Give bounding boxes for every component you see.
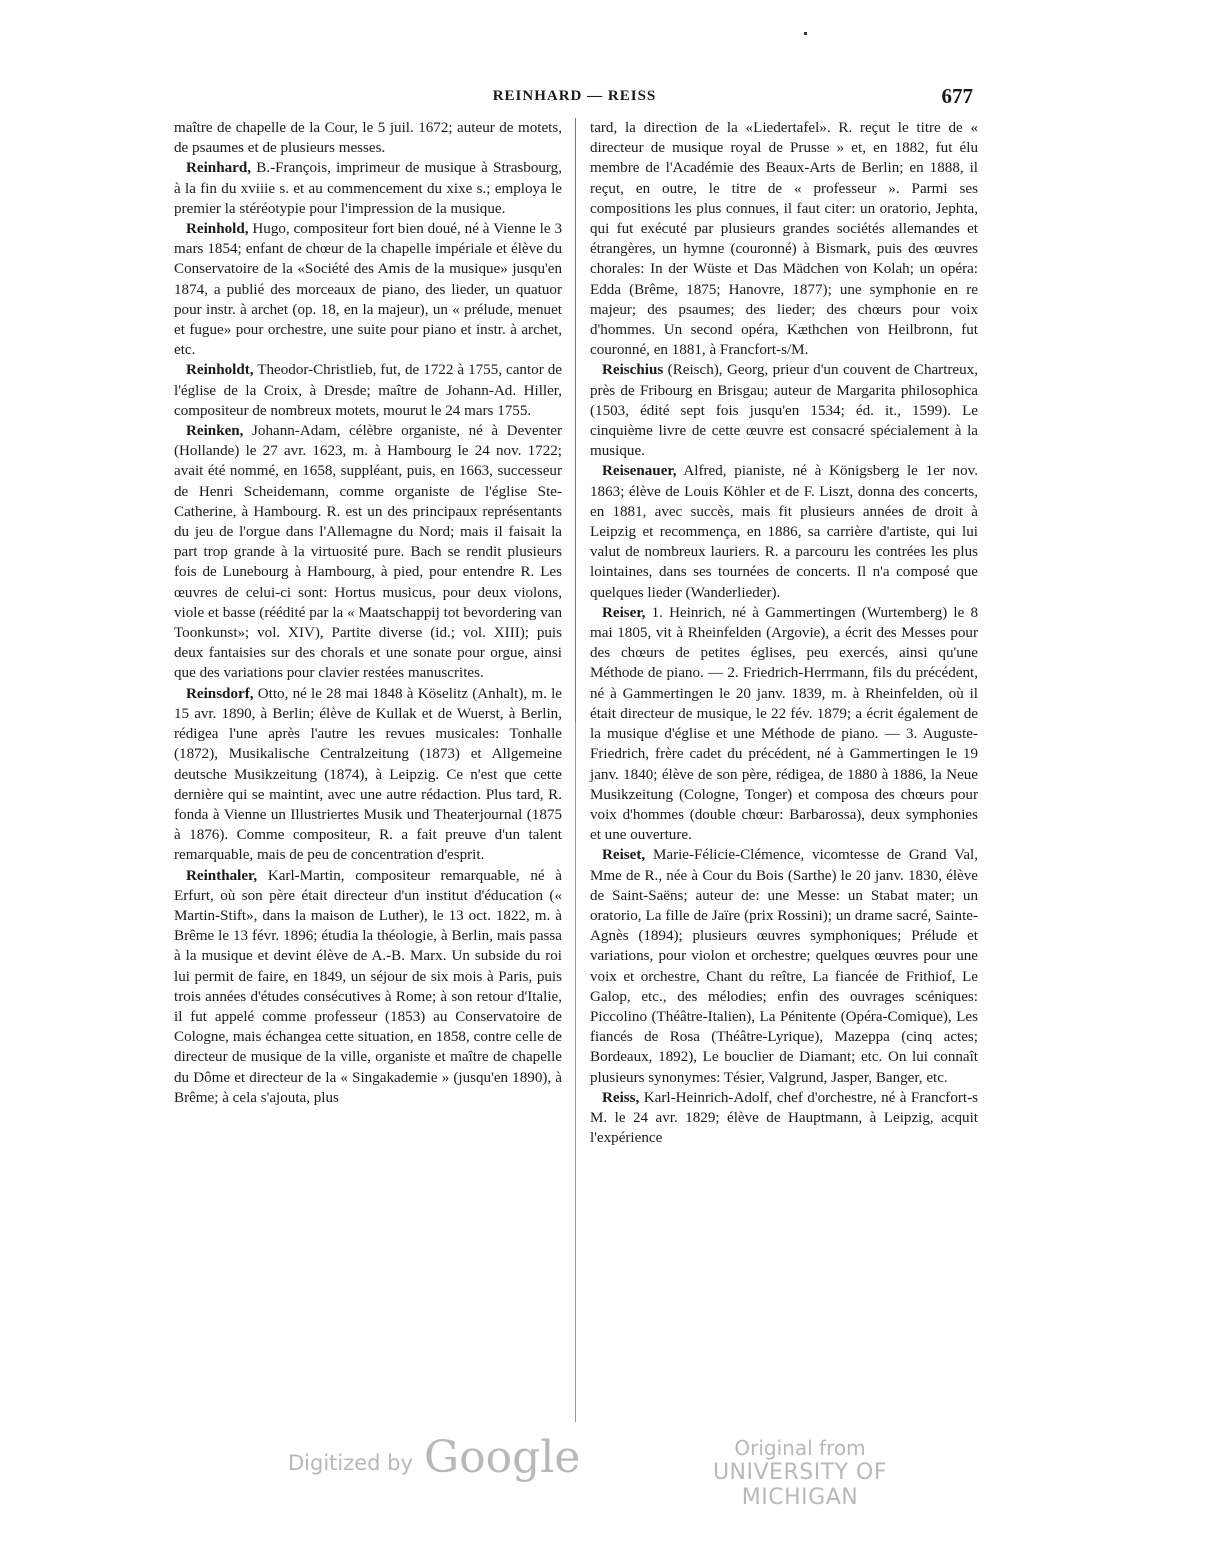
- dictionary-entry: Reischius (Reisch), Georg, prieur d'un couvent de Chartreux, près de Fribourg en Brisgau; auteur de Margarita philosophica (1503, édité sept fois jusqu'en 1534; éd. it., 1599). Le cinquième livre de cette œuvre est consacré spécialement à la musique.: [590, 362, 978, 460]
- column-divider: [575, 118, 576, 722]
- entry-headword: Reisenauer,: [602, 463, 677, 480]
- university-text: UNIVERSITY OF MICHIGAN: [712, 1460, 888, 1510]
- entry-headword: Reinholdt,: [186, 362, 254, 379]
- dictionary-entry: Reinholdt, Theodor-Christlieb, fut, de 1722 à 1755, cantor de l'église de la Croix, à Dresde; maître de Johann-Ad. Hiller, compositeur de nombreux motets, mourut le 24 mars 1755.: [174, 362, 562, 419]
- dictionary-entry: tard, la direction de la «Liedertafel». R. reçut le titre de « directeur de musique royal de Prusse » et, en 1882, fut élu membre de l'Académie des Beaux-Arts de Berlin; en 1888, il reçut, en outre, le titre de « professeur ». Parmi ses compositions les plus connues, il faut citer: un oratorio, Jephta, qui fut exécuté par plusieurs grandes sociétés allemandes et étrangères, un hymne (couronné) à Bismark, puis des œuvres chorales: In der Wüste et Das Mädchen von Kolah; un opéra: Edda (Brême, 1875; Hanovre, 1877); une symphonie en re majeur; des psaumes; des lieder; des chœurs pour voix d'hommes. Un second opéra, Kæthchen von Heilbronn, fut couronné, en 1881, à Francfort-s/M.: [590, 120, 978, 359]
- right-column: [590, 118, 978, 1148]
- scan-watermark: [288, 1432, 928, 1510]
- page-header: [172, 86, 977, 112]
- left-column: [174, 118, 562, 1108]
- dictionary-entry: Reinsdorf, Otto, né le 28 mai 1848 à Köselitz (Anhalt), m. le 15 avr. 1890, à Berlin; élève de Kullak et de Wuerst, à Berlin, rédigea l'une après l'autre les revues musicales: Tonhalle (1872), Musikalische Centralzeitung (1873) et Allgemeine deutsche Musikzeitung (1874), à Leipzig. Ce n'est que cette dernière qui se maintint, avec une autre rédaction. Plus tard, R. fonda à Vienne un Illustriertes Musik und Theaterjournal (1875 à 1876). Comme compositeur, R. a fait preuve d'un talent remarquable, mais de peu de concentration d'esprit.: [174, 685, 562, 864]
- dictionary-entry: Reisenauer, Alfred, pianiste, né à Königsberg le 1er nov. 1863; élève de Louis Köhler et de F. Liszt, donna des concerts, en 1881, avec succès, mais fit plusieurs années de droit à Leipzig et recommença, en 1886, sa carrière d'artiste, qui lui valut de nombreux lauriers. R. a parcouru les contrées les plus lointaines, dans ses tournées de concerts. Il n'a composé que quelques lieder (Wanderlieder).: [590, 463, 978, 601]
- entry-headword: Reinthaler,: [186, 867, 258, 884]
- dictionary-entry: Reinthaler, Karl-Martin, compositeur remarquable, né à Erfurt, où son père était directeur d'un institut d'éducation (« Martin-Stift», dans la maison de Luther), le 13 oct. 1822, m. à Brême le 13 févr. 1896; étudia la théologie, à Berlin, mais passa à la musique et devint élève de A.-B. Marx. Un subside du roi lui permit de faire, en 1849, un séjour de six mois à Paris, puis trois années d'études consécutives à Rome; à son retour d'Italie, il fut appelé comme professeur (1853) au Conservatoire de Cologne, mais échangea cette situation, en 1858, contre celle de directeur de musique de la ville, organiste et maître de chapelle du Dôme et directeur de la « Singakademie » (jusqu'en 1890), à Brême; à cela s'ajouta, plus: [174, 867, 562, 1106]
- original-from-text: Original from: [734, 1436, 866, 1460]
- running-title: REINHARD — REISS: [492, 88, 657, 104]
- dictionary-entry: Reinken, Johann-Adam, célèbre organiste, né à Deventer (Hollande) le 27 avr. 1623, m. à Hambourg le 24 nov. 1722; avait été nommé, en 1658, suppléant, puis, en 1663, successeur de Henri Scheidemann, comme organiste de l'église Ste-Catherine, à Hambourg. R. est un des principaux représentants du jeu de l'orgue dans l'Allemagne du Nord; mais il faisait la part trop grande à la virtuosité pure. Bach se rendit plusieurs fois de Lunebourg à Hambourg, à pied, pour entendre R. Les œuvres de celui-ci sont: Hortus musicus, pour deux violons, viole et basse (réédité par la « Maatschappij tot bevordering van Toonkunst»; vol. XIV), Partite diverse (id.; vol. XIII); puis deux fantaisies sur des chorals et une sonate pour orgue, ainsi que des variations pour clavier restées manuscrites.: [174, 423, 562, 682]
- entry-headword: Reinsdorf,: [186, 685, 254, 702]
- dictionary-entry: Reiss, Karl-Heinrich-Adolf, chef d'orchestre, né à Francfort-s M. le 24 avr. 1829; élève de Hauptmann, à Leipzig, acquit l'expérience: [590, 1089, 978, 1147]
- page-number: 677: [941, 84, 973, 108]
- dictionary-entry: Reiset, Marie-Félicie-Clémence, vicomtesse de Grand Val, Mme de R., née à Cour du Bois (Sarthe) le 20 janv. 1830, élève de Saint-Saëns; auteur de: une Messe: un Stabat mater; un oratorio, La fille de Jaïre (prix Rossini); un drame sacré, Sainte-Agnès (1894); plusieurs œuvres symphoniques; Prélude et variations, pour violon et orchestre; quelques œuvres pour une voix et orchestre, Chant du reître, La fiancée de Frithiof, Le Galop, etc., des mélodies; enfin des ouvrages scéniques: Piccolino (Théâtre-Italien), La Pénitente (Opéra-Comique), Les fiancés de Rosa (Théâtre-Lyrique), Mazeppa (cinq actes; Bordeaux, 1892), Le bouclier de Diamant; etc. On lui connaît plusieurs synonymes: Tésier, Valgrund, Jasper, Banger, etc.: [590, 847, 978, 1086]
- entry-headword: Reischius: [602, 362, 664, 379]
- speck: [804, 32, 807, 35]
- google-logo: Google: [424, 1432, 581, 1483]
- entry-headword: Reinhold,: [186, 221, 249, 238]
- dictionary-entry: Reinhard, B.-François, imprimeur de musique à Strasbourg, à la fin du xviiie s. et au commencement du xixe s.; employa le premier la stéréotypie pour l'impression de la musique.: [174, 160, 562, 217]
- entry-headword: Reiser,: [602, 604, 646, 621]
- entry-headword: Reinken,: [186, 423, 244, 440]
- entry-headword: Reinhard,: [186, 160, 251, 177]
- dictionary-entry: Reinhold, Hugo, compositeur fort bien doué, né à Vienne le 3 mars 1854; enfant de chœur de la chapelle impériale et élève du Conservatoire de la «Société des Amis de la musique» jusqu'en 1874, a publié des morceaux de piano, des lieder, un quatuor pour instr. à archet (op. 18, en la majeur), un « prélude, menuet et fugue» pour orchestre, une suite pour piano et instr. à archet, etc.: [174, 221, 562, 359]
- digitized-by-text: Digitized by: [288, 1451, 413, 1475]
- entry-headword: Reiset,: [602, 847, 646, 864]
- column-divider-lower: [575, 722, 576, 1422]
- library-watermark: [670, 1436, 930, 1510]
- entry-headword: Reiss,: [602, 1089, 640, 1106]
- dictionary-entry: Reiser, 1. Heinrich, né à Gammertingen (Wurtemberg) le 8 mai 1805, vit à Rheinfelden (Argovie), a écrit des Messes pour des chœurs de petites églises, peu exercés, ainsi qu'une Méthode de piano. — 2. Friedrich-Herrmann, fils du précédent, né à Gammertingen le 20 janv. 1839, m. à Rheinfelden, où il était directeur de musique, le 22 fév. 1879; a écrit également de la musique d'église et une Méthode de piano. — 3. Auguste-Friedrich, frère cadet du précédent, né à Gammertingen le 19 janv. 1840; élève de son père, rédigea, de 1880 à 1886, la Neue Musikzeitung (Cologne, Tonger) et composa des chœurs pour voix d'hommes (double chœur: Barbarossa), deux symphonies et une ouverture.: [590, 604, 978, 844]
- dictionary-entry: maître de chapelle de la Cour, le 5 juil. 1672; auteur de motets, de psaumes et de plusieurs messes.: [174, 120, 562, 157]
